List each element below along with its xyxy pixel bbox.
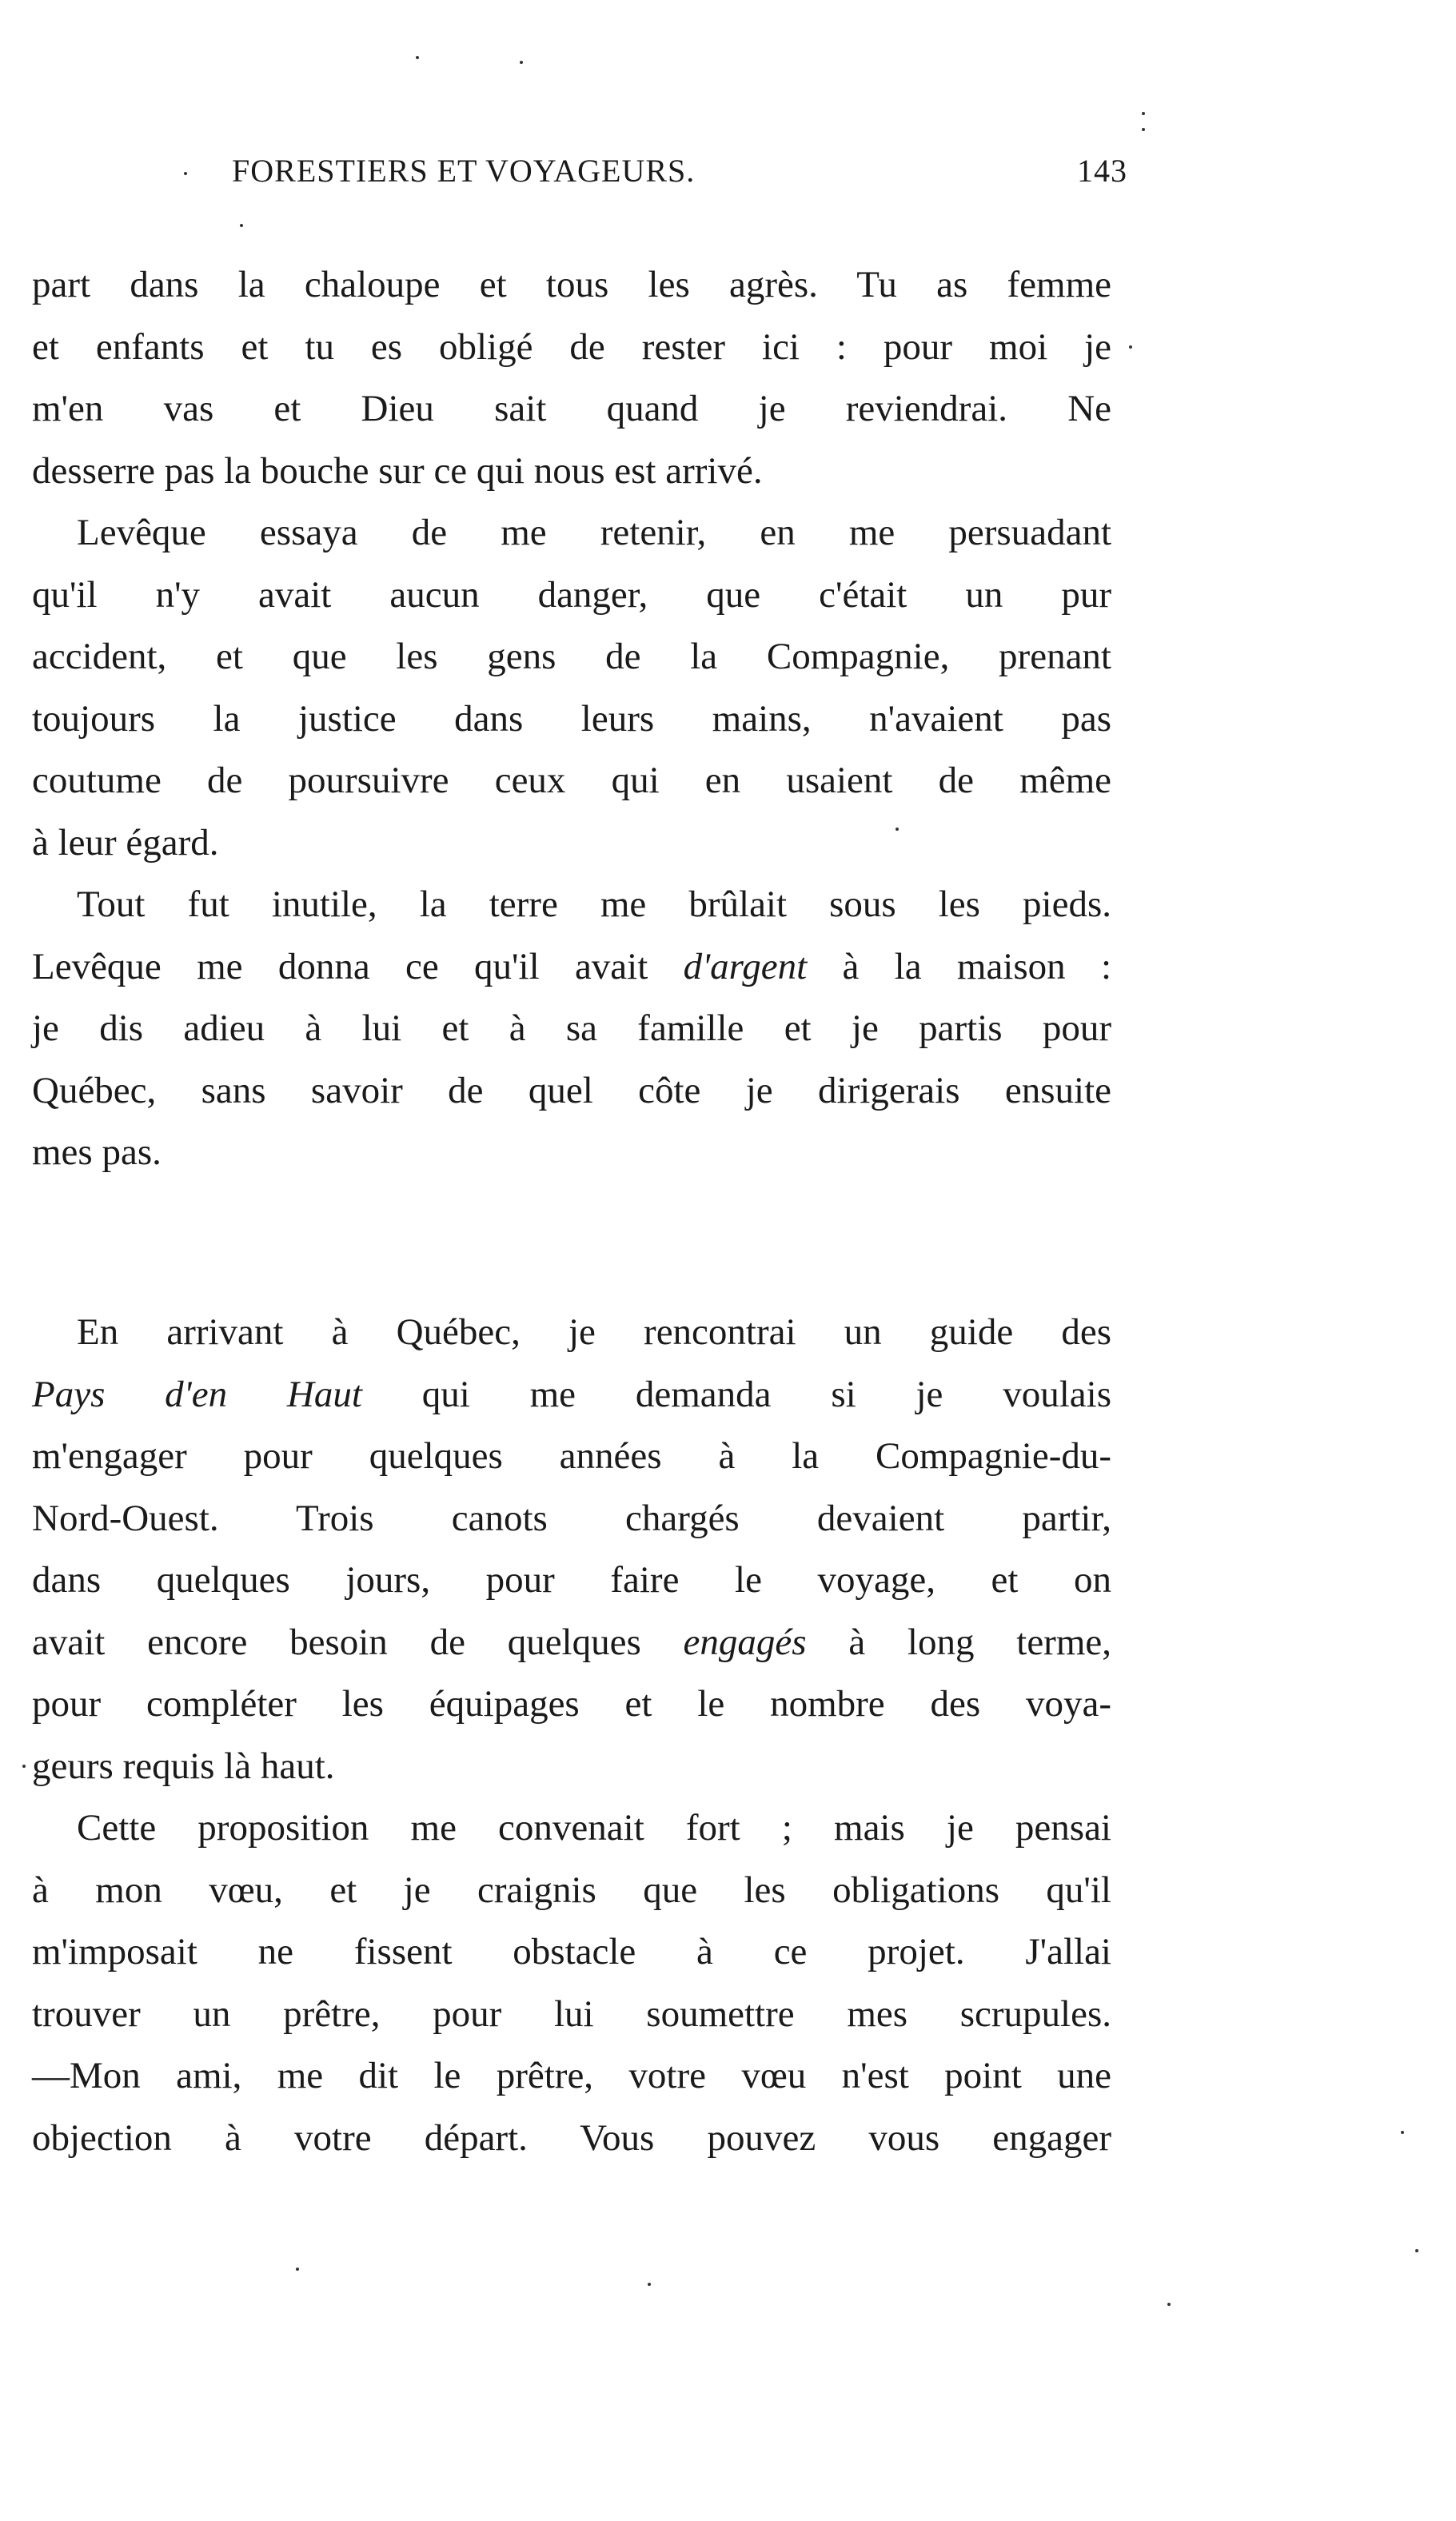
text-line: mes pas. xyxy=(32,1131,162,1173)
scan-speck xyxy=(1129,345,1132,349)
scan-speck xyxy=(1401,2131,1404,2134)
text-line: pour compléter les équipages et le nombre des voya- xyxy=(32,1683,1111,1725)
text-line: toujours la justice dans leurs mains, n'avaient pas xyxy=(32,697,1111,740)
scan-speck xyxy=(896,828,899,831)
text-line: m'en vas et Dieu sait quand je reviendrai. Ne xyxy=(32,388,1111,429)
italic-word: engagés xyxy=(683,1621,807,1663)
text-line: En arrivant à Québec, je rencontrai un guide des xyxy=(77,1311,1111,1353)
scan-speck xyxy=(1142,112,1145,115)
scan-speck xyxy=(520,61,523,64)
text-line: Cette proposition me convenait fort ; mais je pensai xyxy=(77,1807,1111,1849)
scan-speck xyxy=(416,56,419,59)
scan-speck xyxy=(240,224,243,227)
text-line: qu'il n'y avait aucun danger, que c'était un pur xyxy=(32,573,1111,616)
text-line: avait encore besoin de quelques engagés à long terme, xyxy=(32,1621,1111,1663)
text-line: Nord-Ouest. Trois canots chargés devaient partir, xyxy=(32,1497,1111,1539)
scan-speck xyxy=(1415,2249,1418,2252)
text-line: desserre pas la bouche sur ce qui nous est arrivé. xyxy=(32,449,763,492)
text-line: accident, et que les gens de la Compagnie, prenant xyxy=(32,636,1111,677)
text-line: Tout fut inutile, la terre me brûlait sous les pieds. xyxy=(77,884,1111,925)
text-line: geurs requis là haut. xyxy=(32,1745,335,1787)
italic-word: d'argent xyxy=(683,945,808,987)
text-line: Levêque me donna ce qu'il avait d'argent à la maison : xyxy=(32,945,1112,987)
text-line: m'engager pour quelques années à la Compagnie-du- xyxy=(32,1435,1111,1477)
text-line: je dis adieu à lui et à sa famille et je partis pour xyxy=(32,1007,1111,1049)
text-line: et enfants et tu es obligé de rester ici : pour moi je xyxy=(32,325,1111,368)
text-line: objection à votre départ. Vous pouvez vous engager xyxy=(32,2116,1111,2159)
scan-speck xyxy=(1142,128,1145,131)
text-block-lower xyxy=(32,1302,1111,2169)
text-line: à leur égard. xyxy=(32,821,219,864)
text-line: Levêque essaya de me retenir, en me persuadant xyxy=(77,512,1111,553)
text-line: m'imposait ne fissent obstacle à ce projet. J'allai xyxy=(32,1931,1111,1973)
running-head xyxy=(232,152,1127,200)
text-line: —Mon ami, me dit le prêtre, votre vœu n'est point une xyxy=(32,2055,1111,2096)
scan-speck xyxy=(184,172,187,175)
text-block-upper xyxy=(32,254,1111,1184)
text-line: trouver un prêtre, pour lui soumettre mes scrupules. xyxy=(32,1992,1111,2035)
running-title: FORESTIERS ET VOYAGEURS. xyxy=(232,153,696,189)
text-line: à mon vœu, et je craignis que les obligations qu'il xyxy=(32,1869,1111,1911)
scan-speck xyxy=(22,1765,26,1768)
text-line: coutume de poursuivre ceux qui en usaient de même xyxy=(32,760,1111,801)
text-line: part dans la chaloupe et tous les agrès. Tu as femme xyxy=(32,264,1111,305)
italic-phrase: Pays d'en Haut xyxy=(32,1373,362,1415)
scan-speck xyxy=(296,2268,299,2271)
scan-speck xyxy=(648,2283,651,2286)
text-line: Québec, sans savoir de quel côte je dirigerais ensuite xyxy=(32,1069,1111,1111)
text-line: dans quelques jours, pour faire le voyage, et on xyxy=(32,1559,1111,1601)
page-number: 143 xyxy=(1077,153,1127,189)
scan-speck xyxy=(1167,2303,1171,2306)
text-line: Pays d'en Haut qui me demanda si je voulais xyxy=(32,1373,1112,1415)
